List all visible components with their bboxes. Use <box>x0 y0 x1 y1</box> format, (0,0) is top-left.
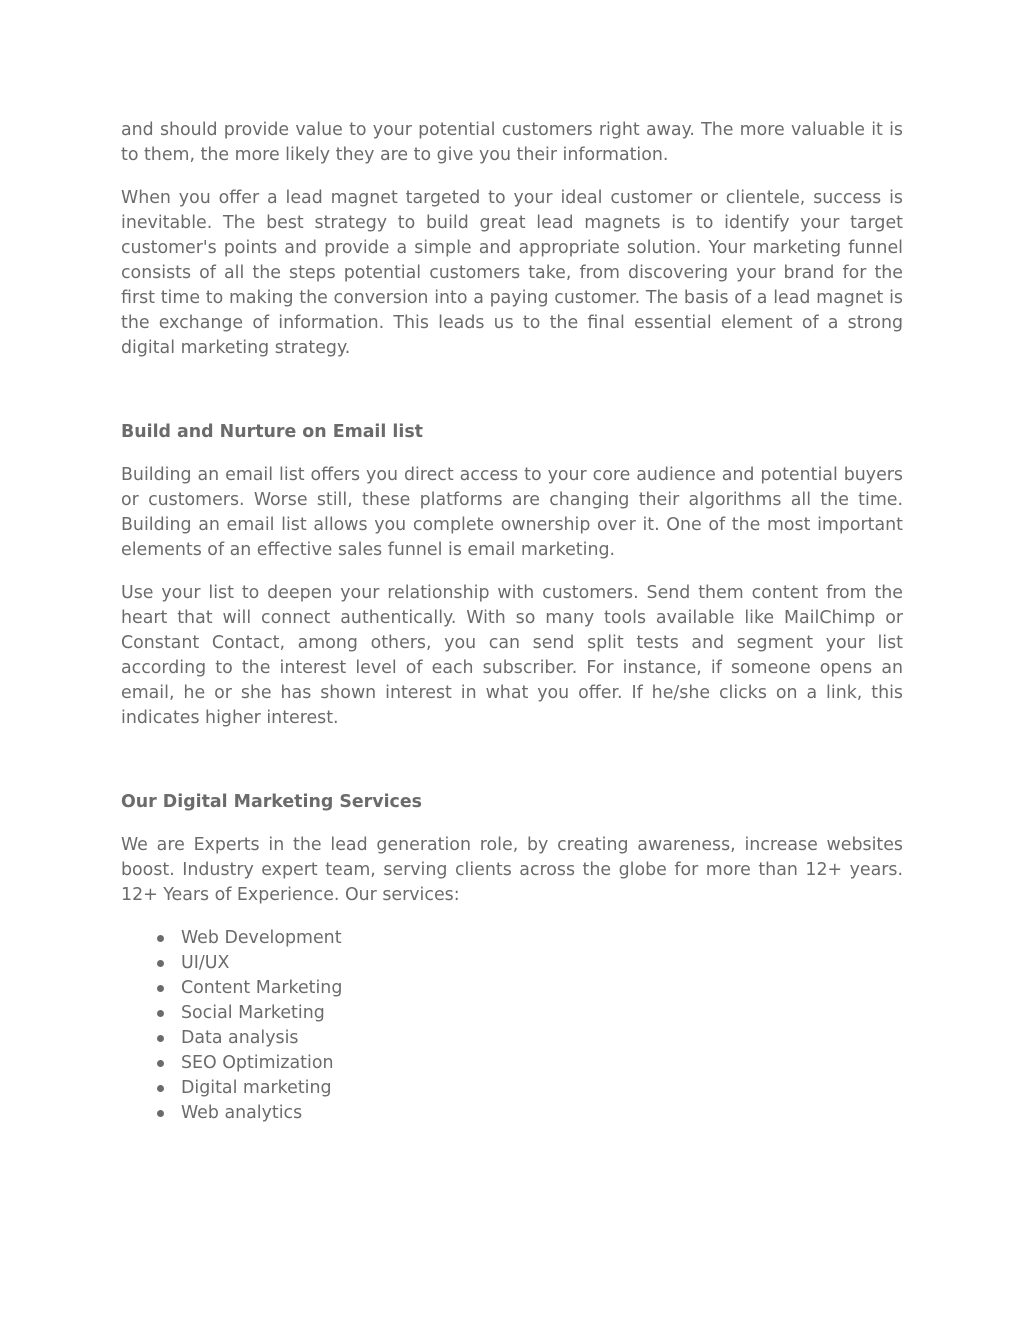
list-item: Digital marketing <box>121 1076 903 1101</box>
services-section-heading: Our Digital Marketing Services <box>121 792 422 812</box>
services-list <box>121 926 903 1126</box>
email-paragraph: Building an email list offers you direct access to your core audience and potential buyers or customers. Worse still, these platforms are changing their algorithms all the time. Building an email list allows you complete ownership over it. One of the most important elements of an effective sales funnel is email marketing. <box>121 465 903 560</box>
services-paragraph: We are Experts in the lead generation role, by creating awareness, increase websites boost. Industry expert team, serving clients across the globe for more than 12+ years. 12+ Years of Experience. Our services: <box>121 835 903 905</box>
section-spacer <box>121 379 903 420</box>
section-spacer <box>121 749 903 790</box>
list-item: Content Marketing <box>121 976 903 1001</box>
list-item: Data analysis <box>121 1026 903 1051</box>
list-item: Web Development <box>121 926 903 951</box>
list-item: Social Marketing <box>121 1001 903 1026</box>
list-item: Web analytics <box>121 1101 903 1126</box>
list-item: UI/UX <box>121 951 903 976</box>
list-item: SEO Optimization <box>121 1051 903 1076</box>
intro-paragraph: When you offer a lead magnet targeted to your ideal customer or clientele, success is inevitable. The best strategy to build great lead magnets is to identify your target customer's points and provide a simple and appropriate solution. Your marketing funnel consists of all the steps potential customers take, from discovering your brand for the first time to making the conversion into a paying customer. The basis of a lead magnet is the exchange of information. This leads us to the final essential element of a strong digital marketing strategy. <box>121 188 903 358</box>
intro-paragraph: and should provide value to your potential customers right away. The more valuable it is to them, the more likely they are to give you their information. <box>121 120 903 165</box>
document-page <box>121 118 903 1126</box>
email-section-heading: Build and Nurture on Email list <box>121 422 423 442</box>
email-paragraph: Use your list to deepen your relationship with customers. Send them content from the heart that will connect authentically. With so many tools available like MailChimp or Constant Contact, among others, you can send split tests and segment your list according to the interest level of each subscriber. For instance, if someone opens an email, he or she has shown interest in what you offer. If he/she clicks on a link, this indicates higher interest. <box>121 583 903 728</box>
